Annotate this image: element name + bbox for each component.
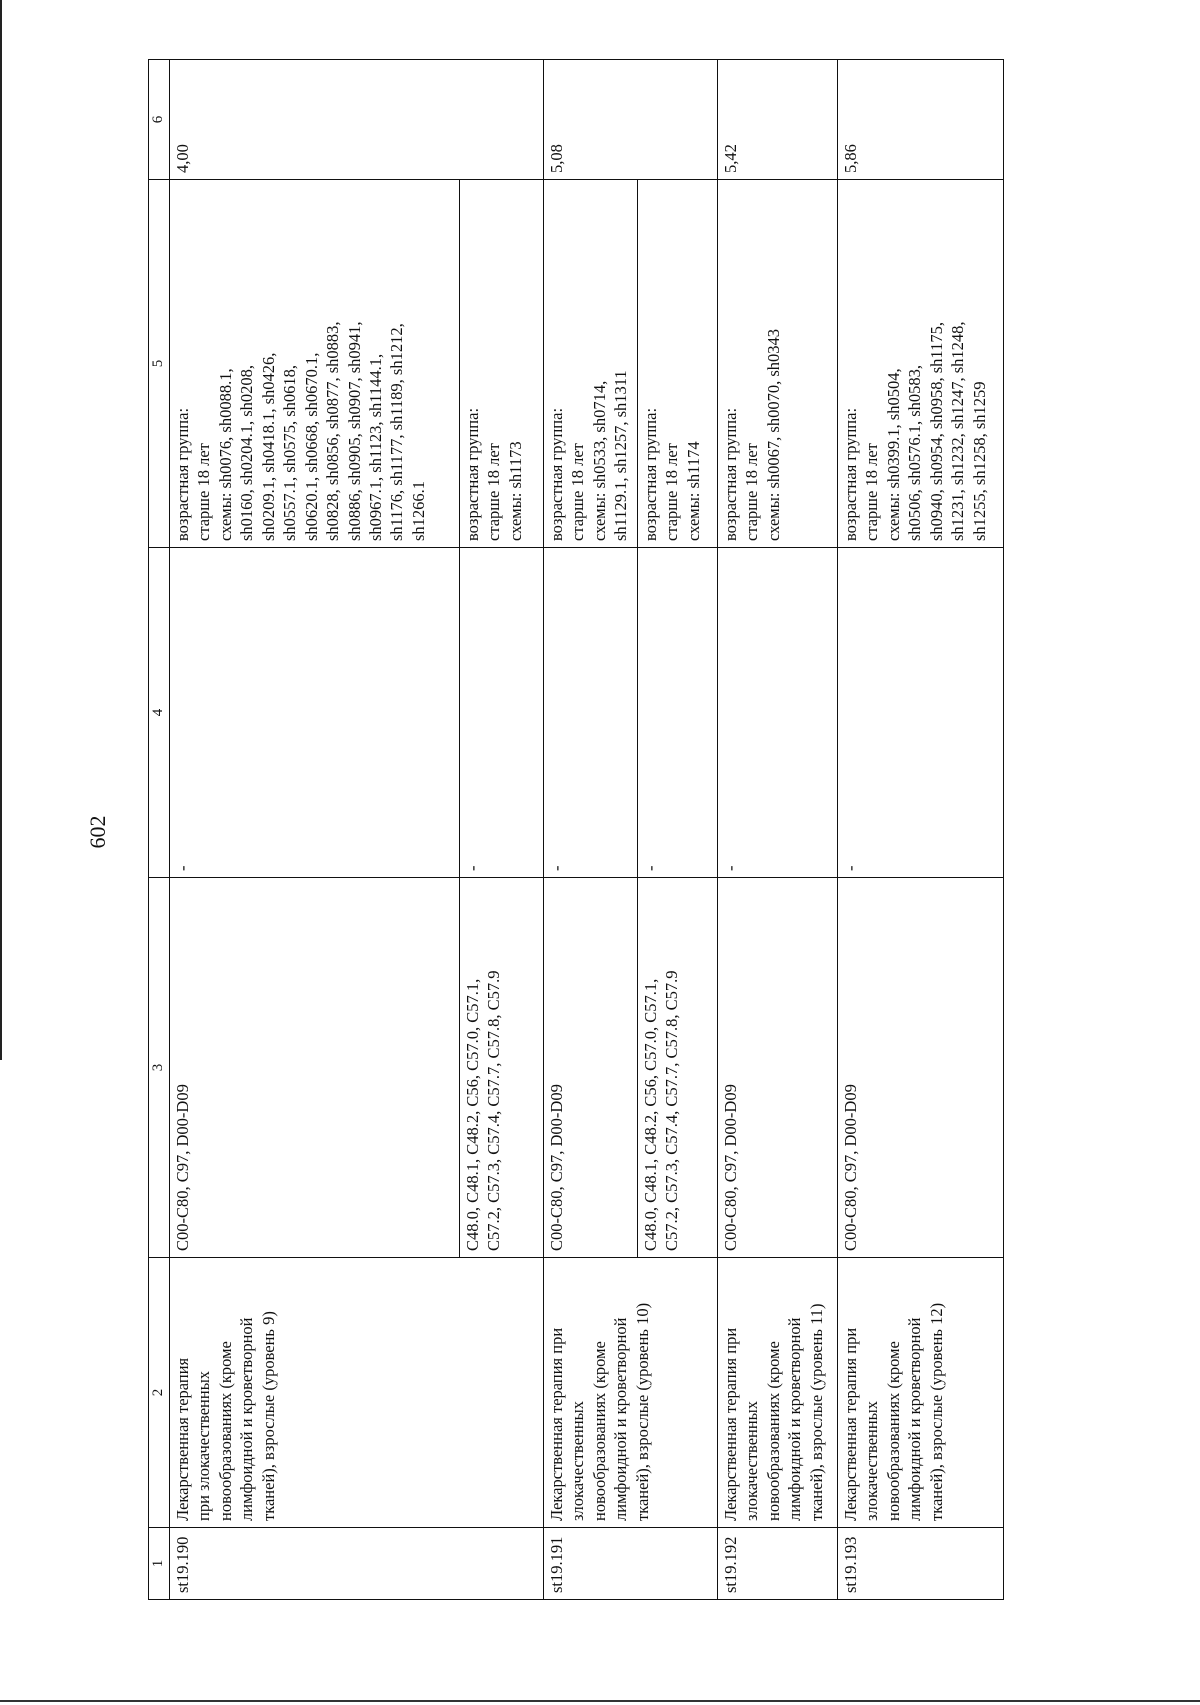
row-diagnosis: C00-C80, C97, D00-D09 [170, 878, 460, 1258]
row-criteria: возрастная группа: старше 18 лет схемы: sh0067, sh0070, sh0343 [718, 180, 838, 548]
row-name: Лекарственная терапия при злокачественных новообразованиях (кроме лимфоидной и кроветворной тканей), взрослые (уровень 12) [838, 1258, 1004, 1528]
scan-edge-bottom [0, 1700, 1200, 1702]
row-col4: - [544, 548, 638, 878]
row-diagnosis: C00-C80, C97, D00-D09 [544, 878, 638, 1258]
row-criteria: возрастная группа: старше 18 лет схемы: sh0533, sh0714, sh1129.1, sh1257, sh1311 [544, 180, 638, 548]
row-diagnosis: C00-C80, C97, D00-D09 [838, 878, 1004, 1258]
row-criteria: возрастная группа: старше 18 лет схемы: sh1174 [638, 180, 718, 548]
column-header-5: 5 [149, 180, 170, 548]
table-row [544, 60, 638, 1600]
table-row [838, 60, 1004, 1600]
row-diagnosis: C48.0, C48.1, C48.2, C56, C57.0, C57.1, C57.2, C57.3, C57.4, C57.7, C57.8, C57.9 [638, 878, 718, 1258]
column-header-2: 2 [149, 1258, 170, 1528]
row-col4: - [838, 548, 1004, 878]
row-diagnosis: C48.0, C48.1, C48.2, C56, C57.0, C57.1, C57.2, C57.3, C57.4, C57.7, C57.8, C57.9 [460, 878, 544, 1258]
row-criteria: возрастная группа: старше 18 лет схемы: sh0076, sh0088.1, sh0160, sh0204.1, sh0208, sh0209.1, sh0418.1, sh0426, sh0557.1, sh0575, sh0618, sh0620.1, sh0668, sh0670.1, sh0828, sh0856, sh0877, sh0883, sh0886, sh0905, sh0907, sh0941, sh0967.1, sh1123, sh1144.1, sh1176, sh1177, sh1189, sh1212, sh1266.1 [170, 180, 460, 548]
row-criteria: возрастная группа: старше 18 лет схемы: sh1173 [460, 180, 544, 548]
row-col4: - [718, 548, 838, 878]
row-col4: - [170, 548, 460, 878]
row-coefficient: 5,08 [544, 60, 718, 180]
row-name: Лекарственная терапия при злокачественных новообразованиях (кроме лимфоидной и кроветворной тканей), взрослые (уровень 11) [718, 1258, 838, 1528]
rotated-table-container [148, 60, 1068, 1600]
column-header-6: 6 [149, 60, 170, 180]
scan-edge-left [0, 0, 2, 1060]
row-coefficient: 5,42 [718, 60, 838, 180]
row-col4: - [638, 548, 718, 878]
row-diagnosis: C00-C80, C97, D00-D09 [718, 878, 838, 1258]
column-header-4: 4 [149, 548, 170, 878]
row-col4: - [460, 548, 544, 878]
row-coefficient: 4,00 [170, 60, 544, 180]
table-row [170, 60, 460, 1600]
row-code: st19.193 [838, 1528, 1004, 1600]
row-name: Лекарственная терапия при злокачественных новообразованиях (кроме лимфоидной и кроветворной тканей), взрослые (уровень 10) [544, 1258, 718, 1528]
column-header-1: 1 [149, 1528, 170, 1600]
row-name: Лекарственная терапия при злокачественных новообразованиях (кроме лимфоидной и кроветворной тканей), взрослые (уровень 9) [170, 1258, 544, 1528]
column-header-3: 3 [149, 878, 170, 1258]
row-code: st19.191 [544, 1528, 718, 1600]
page-number: 602 [85, 815, 110, 849]
column-number-row [149, 60, 170, 1600]
table-row [718, 60, 838, 1600]
row-code: st19.192 [718, 1528, 838, 1600]
tariff-table [148, 59, 1004, 1600]
row-criteria: возрастная группа: старше 18 лет схемы: sh0399.1, sh0504, sh0506, sh0576.1, sh0583, sh0940, sh0954, sh0958, sh1175, sh1231, sh1232, sh1247, sh1248, sh1255, sh1258, sh1259 [838, 180, 1004, 548]
row-coefficient: 5,86 [838, 60, 1004, 180]
row-code: st19.190 [170, 1528, 544, 1600]
